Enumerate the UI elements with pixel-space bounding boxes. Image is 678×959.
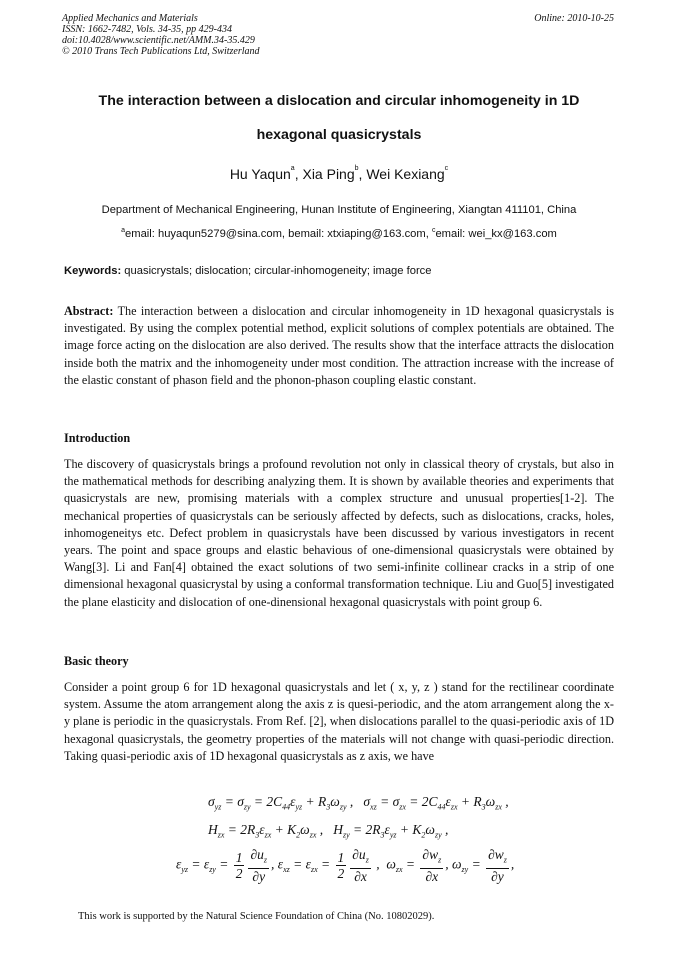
author-mark: a <box>290 165 295 172</box>
paper-title-line-1: The interaction between a dislocation and circular inhomogeneity in 1D <box>98 93 580 109</box>
author-name: Hu Yaqun <box>229 166 291 182</box>
paper-title-line-2: hexagonal quasicrystals <box>256 127 422 143</box>
keywords <box>64 265 614 277</box>
journal-doi: doi:10.4028/www.scientific.net/AMM.34-35.429 <box>62 35 255 46</box>
introduction-paragraph: The discovery of quasicrystals brings a profound revolution not only in classical theory of crystals, but also in the mathematical methods for describing analyzing them. It is shown by available theories and experiments that quasicrystals are new, promising materials with a complex structure and unusual properties[1-2]. The mechanical properties of quasicrystals can be seriously affected by defects, such as dislocations, cracks, holes, inhomogeneitys etc. Defect problem in quasicrystals have been discussed by various investigators in recent years. The point and space groups and elastic behavious of one-dimensional quasicrystals were obtained by Wang[3]. Li and Fan[4] obtained the exact solutions of two semi-infinite collinear cracks in a strip of one dimensional hexagonal quasicrystal by using a conformal transformation technique. Liu and Guo[5] investigated the plane elasticity and dislocation of one-dinensional hexagonal quasicrystals with point group 6. <box>64 457 614 609</box>
equation-stress: $\sigma_{yz} = \sigma_{zy} = 2C_{44}\varepsilon_{yz} + R_3\omega_{zy}$ , $\sigma_{xz} = \sigma_{zx} = 2C_{44}\varepsilon_{zx} + R_3\omega_{zx}$ , <box>208 794 509 812</box>
online-date: Online: 2010-10-25 <box>534 13 614 24</box>
basic-theory-paragraph: Consider a point group 6 for 1D hexagonal quasicrystals and let ( x, y, z ) stand for the rectilinear coordinate system. Assume the atom arrangement along the axis z is quesi-periodic, and the atom arrangement along the x-y plane is periodic in the quasicrystals. From Ref. [2], when dislocations parallel to the quasi-periodic axis of 1D hexagonal quasicrystals, the geometry properties of the materials will not change with quasi-periodic direction. Taking quasi-periodic axis of 1D hexagonal quasicrystals as z axis, we have <box>64 680 614 763</box>
author-mark: c <box>444 165 449 172</box>
author-name: Wei Kexiang <box>366 166 445 182</box>
journal-issn: ISSN: 1662-7482, Vols. 34-35, pp 429-434 <box>62 24 232 35</box>
keywords-text: quasicrystals; dislocation; circular-inhomogeneity; image force <box>121 265 432 277</box>
equation-phason-stress: $H_{zx} = 2R_3\varepsilon_{zx} + K_2\omega_{zx}$ , $H_{zy} = 2R_3\varepsilon_{yz} + K_2\omega_{zy}$ , <box>208 822 449 840</box>
journal-header <box>62 13 614 57</box>
section-heading-introduction: Introduction <box>64 431 131 445</box>
author-list: Hu Yaqun$^a$, Xia Ping$^b$, Wei Kexiang$^c$ <box>229 165 449 182</box>
funding-footnote: This work is supported by the Natural Science Foundation of China (No. 10802029). <box>78 911 435 922</box>
abstract-text: The interaction between a dislocation and circular inhomogeneity in 1D hexagonal quasicrystals is investigated. By using the complex potential method, explicit solutions of complex potentials are obtained. The image force acting on the dislocation are also derived. The results show that the interface attracts the dislocation inside both the matrix and the inhomogeneity under most condition. The attraction increase with the increase of the elastic constant of phason field and the phonon-phason coupling elastic constant. <box>64 304 614 387</box>
keywords-label: Keywords: <box>64 265 122 277</box>
author-mark: b <box>354 165 359 172</box>
abstract-label: Abstract: <box>64 304 114 318</box>
section-heading-basic-theory: Basic theory <box>64 654 129 668</box>
affiliation: Department of Mechanical Engineering, Hunan Institute of Engineering, Xiangtan 411101, China <box>101 204 577 216</box>
author-name: Xia Ping <box>302 166 355 182</box>
abstract <box>64 303 614 389</box>
journal-copyright: © 2010 Trans Tech Publications Ltd, Switzerland <box>62 46 260 57</box>
equation-strain: $\varepsilon_{yz} = \varepsilon_{zy}$ = $\frac{1}{2}$ $\frac{\partial u_z}{\partial y}$ , $\varepsilon_{xz} = \varepsilon_{zx}$ = $\frac{1}{2}$ $\frac{\partial u_z}{\partial x}$ , $\omega_{zx}$ = $\frac{\partial w_z}{\partial x}$ , $\omega_{zy}$ = $\frac{\partial w_z}{\partial y}$ , <box>176 847 515 884</box>
author-emails: $^a$email: huyaqun5279@sina.com, bemail: xtxiaping@163.com, $^c$email: wei_kx@163.com <box>121 227 557 240</box>
journal-name: Applied Mechanics and Materials <box>62 13 198 24</box>
